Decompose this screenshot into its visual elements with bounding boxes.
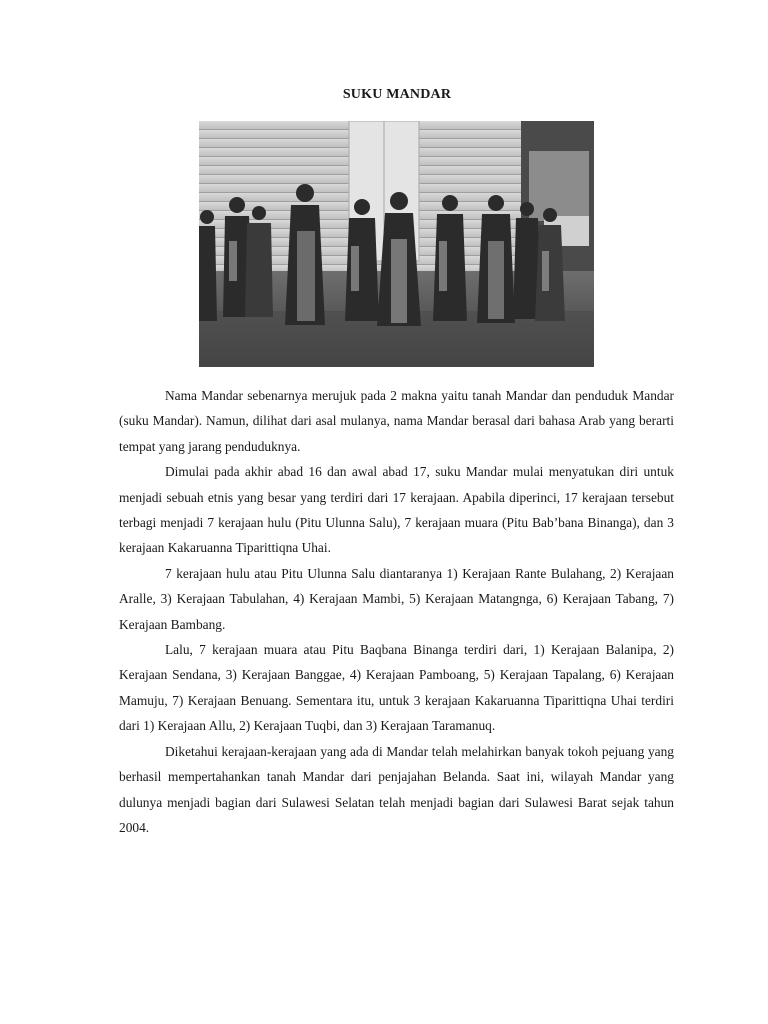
paragraph: Diketahui kerajaan-kerajaan yang ada di Mandar telah melahirkan banyak tokoh pejuang yang berhasil mempertahankan tanah Mandar dari penjajahan Belanda. Saat ini, wilayah Mandar yang dulunya menjadi bagian dari Sulawesi Selatan telah menjadi bagian dari Sulawesi Barat sejak tahun 2004. — [119, 743, 674, 835]
group-photo — [199, 121, 594, 367]
paragraph: Dimulai pada akhir abad 16 dan awal abad 17, suku Mandar mulai menyatukan diri untuk menjadi sebuah etnis yang besar yang terdiri dari 17 kerajaan. Apabila diperinci, 17 kerajaan tersebut terbagi menjadi 7 kerajaan hulu (Pitu Ulunna Salu), 7 kerajaan muara (Pitu Bab’bana Binanga), dan 3 kerajaan Kakaruanna Tiparittiqna Uhai. — [119, 464, 674, 556]
paragraph: Lalu, 7 kerajaan muara atau Pitu Baqbana Binanga terdiri dari, 1) Kerajaan Balanipa, 2) Kerajaan Sendana, 3) Kerajaan Banggae, 4) Kerajaan Pamboang, 5) Kerajaan Tapalang, 6) Kerajaan Mamuju, 7) Kerajaan Benuang. Sementara itu, untuk 3 kerajaan Kakaruanna Tiparittiqna Uhai terdiri dari 1) Kerajaan Allu, 2) Kerajaan Tuqbi, dan 3) Kerajaan Taramanuq. — [119, 642, 674, 734]
document-title: SUKU MANDAR — [342, 87, 452, 102]
document-body — [119, 383, 674, 840]
paragraph: Nama Mandar sebenarnya merujuk pada 2 makna yaitu tanah Mandar dan penduduk Mandar (suku Mandar). Namun, dilihat dari asal mulanya, nama Mandar berasal dari bahasa Arab yang berarti tempat yang jarang penduduknya. — [119, 388, 674, 454]
paragraph: 7 kerajaan hulu atau Pitu Ulunna Salu diantaranya 1) Kerajaan Rante Bulahang, 2) Kerajaan Aralle, 3) Kerajaan Tabulahan, 4) Kerajaan Mambi, 5) Kerajaan Matangnga, 6) Kerajaan Tabang, 7) Kerajaan Bambang. — [119, 565, 674, 632]
